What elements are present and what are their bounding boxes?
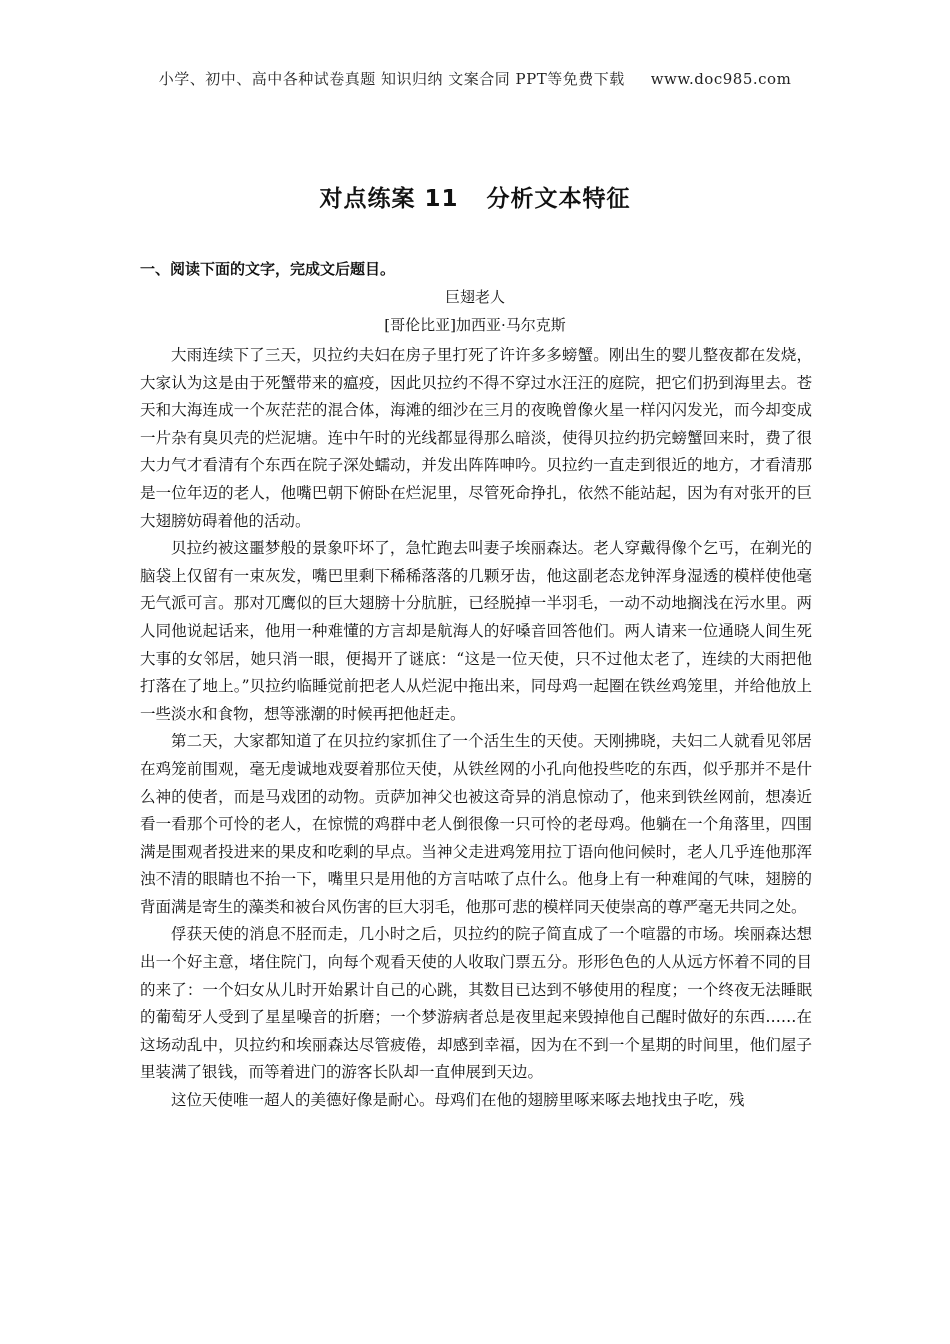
question-instruction: 一、阅读下面的文字，完成文后题目。 xyxy=(140,260,396,278)
paragraph-4: 俘获天使的消息不胫而走，几小时之后，贝拉约的院子简直成了一个喧嚣的市场。埃丽森达想出一个好主意，堵住院门，向每个观看天使的人收取门票五分。形形色色的人从远方怀着不同的目的来了：一个妇女从儿时开始累计自己的心跳，其数目已达到不够使用的程度；一个终夜无法睡眠的葡萄牙人受到了星星噪音的折磨；一个梦游病者总是夜里起来毁掉他自己醒时做好的东西……在这场动乱中，贝拉约和埃丽森达尽管疲倦，却感到幸福，因为在不到一个星期的时间里，他们屋子里装满了银钱，而等着进门的游客长队却一直伸展到天边。 xyxy=(140,925,812,1082)
title-main: 对点练案 11 xyxy=(319,186,459,212)
paragraph-2: 贝拉约被这噩梦般的景象吓坏了，急忙跑去叫妻子埃丽森达。老人穿戴得像个乞丐，在剃光的脑袋上仅留有一束灰发，嘴巴里剩下稀稀落落的几颗牙齿，他这副老态龙钟浑身湿透的模样使他毫无气派可言。那对兀鹰似的巨大翅膀十分肮脏，已经脱掉一半羽毛，一动不动地搁浅在污水里。两人同他说起话来，他用一种难懂的方言却是航海人的好嗓音回答他们。两人请来一位通晓人间生死大事的女邻居，她只消一眼，便揭开了谜底：“这是一位天使，只不过他太老了，连续的大雨把他打落在了地上。”贝拉约临睡觉前把老人从烂泥中拖出来，同母鸡一起圈在铁丝鸡笼里，并给他放上一些淡水和食物，想等涨潮的时候再把他赶走。 xyxy=(140,539,812,723)
story-title: 巨翅老人 xyxy=(444,288,505,306)
title-sub: 分析文本特征 xyxy=(486,186,631,212)
story-author: [哥伦比亚]加西亚·马尔克斯 xyxy=(384,316,566,334)
page-header xyxy=(0,68,950,89)
paragraph-5: 这位天使唯一超人的美德好像是耐心。母鸡们在他的翅膀里啄来啄去地找虫子吃，残 xyxy=(171,1091,745,1110)
paragraph-1: 大雨连续下了三天，贝拉约夫妇在房子里打死了许许多多螃蟹。刚出生的婴儿整夜都在发烧，大家认为这是由于死蟹带来的瘟疫，因此贝拉约不得不穿过水汪汪的庭院，把它们扔到海里去。苍天和大海连成一个灰茫茫的混合体，海滩的细沙在三月的夜晚曾像火星一样闪闪发光，而今却变成一片杂有臭贝壳的烂泥塘。连中午时的光线都显得那么暗淡，使得贝拉约扔完螃蟹回来时，费了很大力气才看清有个东西在院子深处蠕动，并发出阵阵呻吟。贝拉约一直走到很近的地方，才看清那是一位年迈的老人，他嘴巴朝下俯卧在烂泥里，尽管死命挣扎，依然不能站起，因为有对张开的巨大翅膀妨碍着他的活动。 xyxy=(140,346,812,530)
story-body xyxy=(140,342,812,1115)
page-title xyxy=(0,180,950,213)
paragraph-3: 第二天，大家都知道了在贝拉约家抓住了一个活生生的天使。天刚拂晓，夫妇二人就看见邻居在鸡笼前围观，毫无虔诚地戏耍着那位天使，从铁丝网的小孔向他投些吃的东西，似乎那并不是什么神的使者，而是马戏团的动物。贡萨加神父也被这奇异的消息惊动了，他来到铁丝网前，想凑近看一看那个可怜的老人，在惊慌的鸡群中老人倒很像一只可怜的老母鸡。他躺在一个角落里，四围满是围观者投进来的果皮和吃剩的早点。当神父走进鸡笼用拉丁语向他问候时，老人几乎连他那浑浊不清的眼睛也不抬一下，嘴里只是用他的方言咕哝了点什么。他身上有一种难闻的气味，翅膀的背面满是寄生的藻类和被台风伤害的巨大羽毛，他那可悲的模样同天使崇高的尊严毫无共同之处。 xyxy=(140,732,812,916)
header-site-link[interactable]: www.doc985.com xyxy=(650,70,792,88)
header-text: 小学、初中、高中各种试卷真题 知识归纳 文案合同 PPT等免费下载 xyxy=(158,70,625,88)
